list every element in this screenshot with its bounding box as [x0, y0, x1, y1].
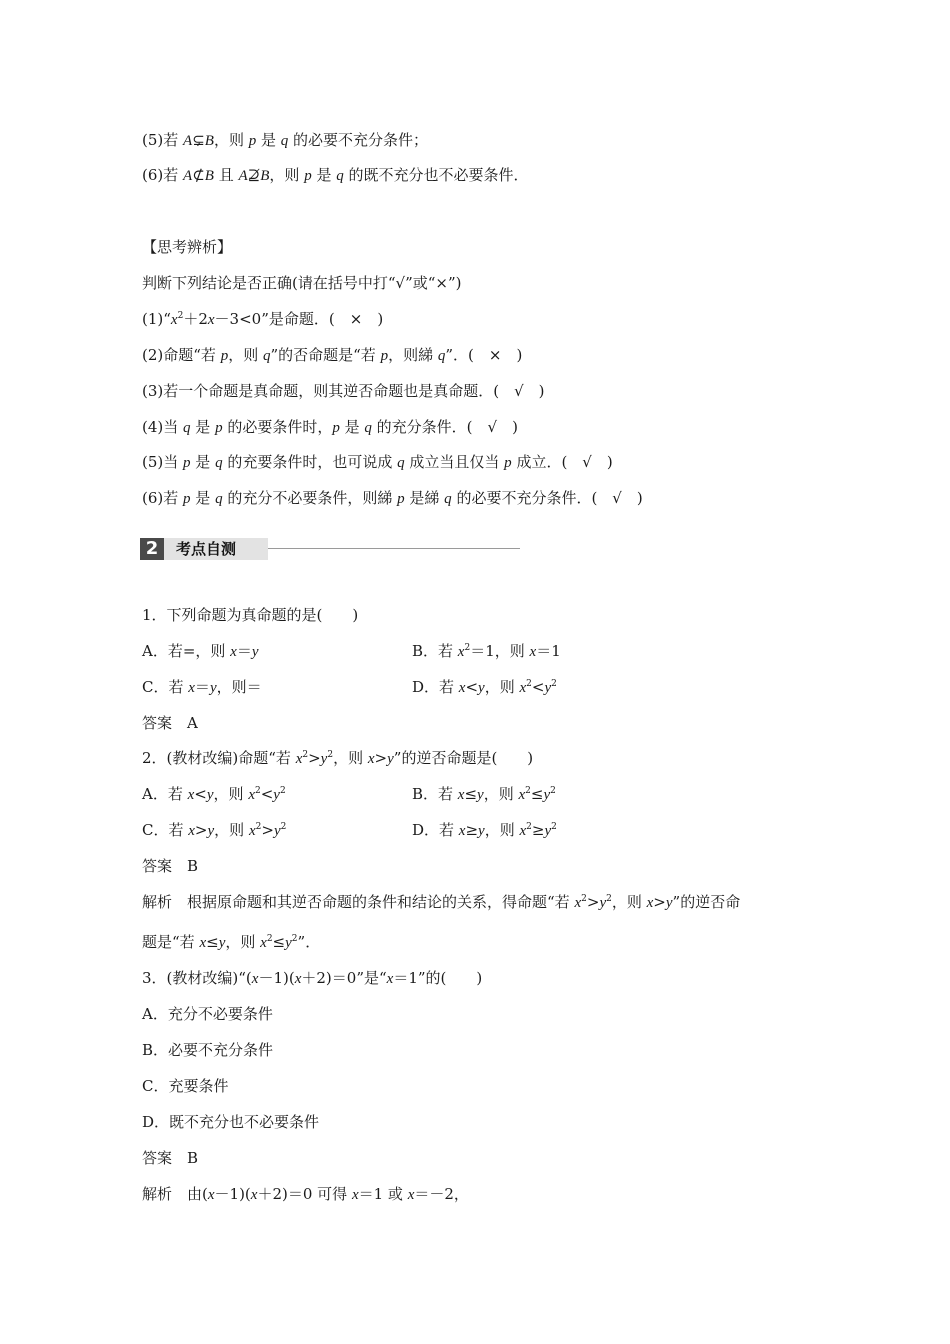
check-mark: √	[582, 453, 592, 471]
judge-item-1: $(1)“x^2+2x-3<0$”是命题．( × )	[142, 310, 384, 328]
q1-option-b: B．若 $x^2=1$，则 x＝1	[412, 642, 561, 660]
question-1: 1．下列命题为真命题的是( )	[142, 606, 359, 624]
section-title: 考点自测	[164, 538, 268, 560]
q3-option-c: C．充要条件	[142, 1077, 229, 1095]
judge-item-3: (3)若一个命题是真命题，则其逆否命题也是真命题．( √ )	[142, 382, 545, 400]
q2-options-row2: C．若 x>y，则 $x^2>y^2$ D．若 x≥y，则 $x^2\ge y^2$	[142, 821, 557, 839]
q2-option-d: D．若 x≥y，则 $x^2\ge y^2$	[412, 821, 557, 839]
q3-explanation: 解析 由(x－1)(x＋2)＝0 可得 x＝1 或 x＝－2，	[142, 1185, 469, 1203]
q2-option-b: B．若 x≤y，则 $x^2\le y^2$	[412, 785, 556, 803]
q2-answer: 答案 B	[142, 857, 199, 875]
check-mark: √	[487, 418, 498, 436]
judge-item-4: (4)当 q 是 p 的必要条件时，p 是 q 的充分条件．( √ )	[142, 418, 518, 436]
condition-6: (6)若 A⊄B 且 A⊉B，则 p 是 q 的既不充分也不必要条件．	[142, 166, 529, 184]
q2-explanation: 解析 根据原命题和其逆否命题的条件和结论的关系，得命题“若 $x^2>y^2$，则 x>y”的逆否命	[142, 893, 741, 911]
x-mark: ×	[349, 310, 363, 328]
x-mark: ×	[488, 346, 502, 364]
judge-item-2: (2)命题“若 p，则 q”的否命题是“若 p，则綈 q”．( × )	[142, 346, 523, 364]
section-number: 2	[140, 538, 164, 560]
sikao-instruction: 判断下列结论是否正确(请在括号中打“√”或“×”)	[142, 274, 462, 292]
judge-item-5: (5)当 p 是 q 的充要条件时，也可说成 q 成立当且仅当 p 成立．( √ )	[142, 453, 613, 471]
q1-option-d: D．若 x<y，则 $x^2<y^2$	[412, 678, 557, 696]
question-2: 2．(教材改编)命题“若 $x^2>y^2$，则 x>y”的逆否命题是( )	[142, 749, 534, 767]
q3-option-b: B．必要不充分条件	[142, 1041, 274, 1059]
check-mark: √	[612, 489, 622, 507]
q1-options-row1: A．若=，则 x＝y B．若 $x^2=1$，则 x＝1	[142, 642, 561, 660]
check-mark: √	[514, 382, 524, 400]
q1-answer: 答案 A	[142, 714, 198, 732]
q3-option-d: D．既不充分也不必要条件	[142, 1113, 320, 1131]
q1-options-row2: C．若 x＝y，则＝ D．若 x<y，则 $x^2<y^2$	[142, 678, 557, 696]
q2-explanation-cont: 题是“若 x≤y，则 $x^2\le y^2$”．	[142, 933, 321, 951]
section-header	[140, 538, 520, 560]
section-rule	[268, 548, 520, 549]
judge-item-6: (6)若 p 是 q 的充分不必要条件，则綈 p 是綈 q 的必要不充分条件．( √ )	[142, 489, 643, 507]
sikao-header: 【思考辨析】	[142, 238, 233, 256]
q3-option-a: A．充分不必要条件	[142, 1005, 273, 1023]
q3-answer: 答案 B	[142, 1149, 199, 1167]
q2-options-row1: A．若 x<y，则 $x^2<y^2$ B．若 x≤y，则 $x^2\le y^2$	[142, 785, 556, 803]
question-3: 3．(教材改编)“(x－1)(x＋2)＝0”是“x＝1”的( )	[142, 969, 483, 987]
condition-5: (5)若 A⊊B，则 p 是 q 的必要不充分条件；	[142, 131, 429, 149]
